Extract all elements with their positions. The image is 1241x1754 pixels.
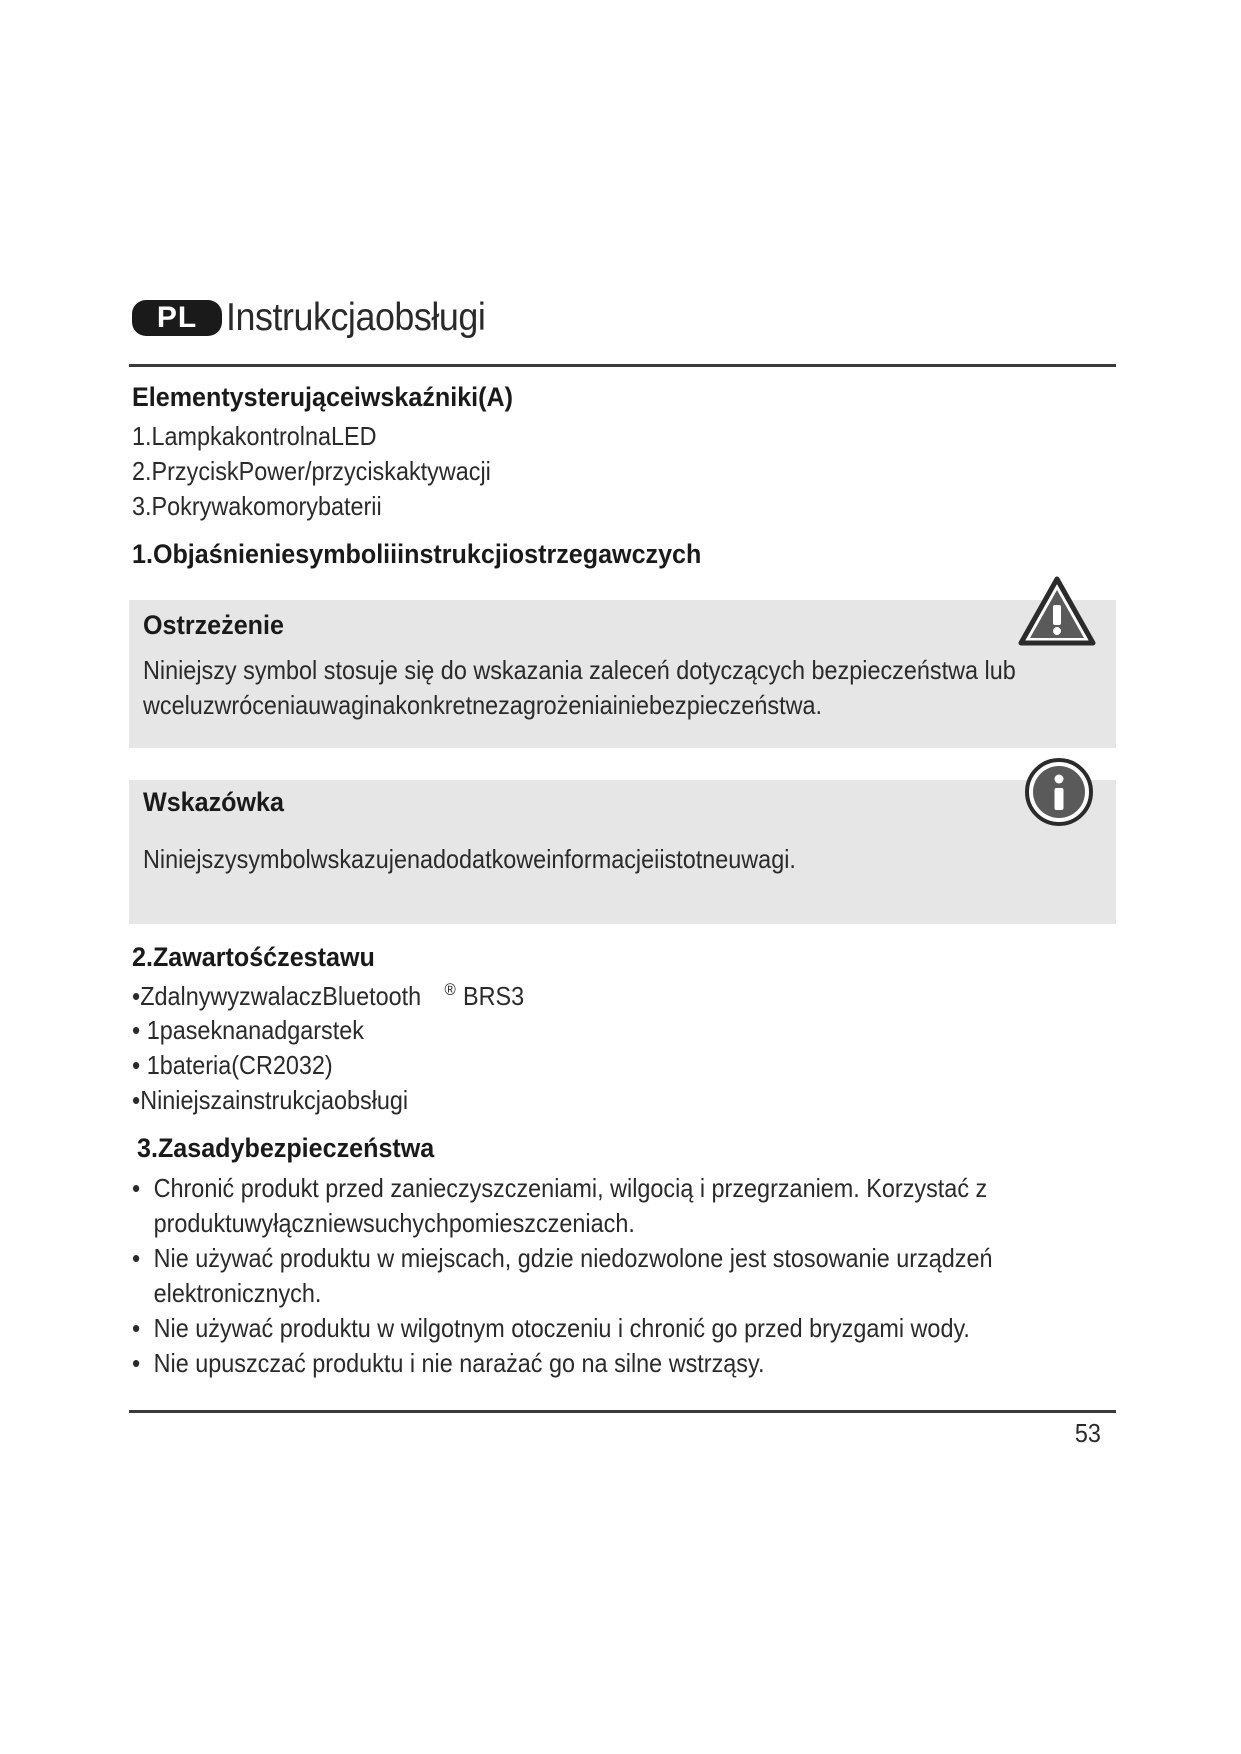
info-icon (1024, 757, 1094, 827)
safety-item: • Nie upuszczać produktu i nie narażać go na silne wstrząsy. (132, 1348, 765, 1378)
contents-item-battery: • 1bateria(CR2032) (132, 1050, 333, 1080)
warning-title: Ostrzeżenie (143, 610, 284, 640)
controls-item-power: 2.PrzyciskPower/przyciskaktywacji (132, 456, 491, 486)
warning-text-line-2: wceluzwróceniauwaginakonkretnezagrożeniainiebezpieczeństwa. (143, 690, 823, 720)
language-badge: PL (132, 300, 222, 336)
page-title: Instrukcjaobsługi (226, 296, 486, 339)
hint-title: Wskazówka (143, 787, 284, 817)
page-header (132, 296, 508, 340)
warning-text-line-1: Niniejszy symbol stosuje się do wskazania zaleceń dotyczących bezpieczeństwa lub (143, 655, 1016, 685)
safety-item: • Chronić produkt przed zanieczyszczeniami, wilgocią i przegrzaniem. Korzystać z produktuwyłączniewsuchychpomieszczeniach. (132, 1173, 988, 1238)
controls-item-battery-cover: 3.Pokrywakomorybaterii (132, 491, 382, 521)
page-number: 53 (1074, 1418, 1101, 1448)
safety-item: • Nie używać produktu w miejscach, gdzie niedozwolone jest stosowanie urządzeń elektronicznych. (132, 1243, 993, 1308)
controls-item-led: 1.LampkakontrolnaLED (132, 421, 377, 451)
safety-item: • Nie używać produktu w wilgotnym otoczeniu i chronić go przed bryzgami wody. (132, 1313, 970, 1343)
registered-mark: ® (444, 980, 456, 999)
bottom-divider (129, 1410, 1116, 1413)
safety-heading: 3.Zasadybezpieczeństwa (137, 1133, 435, 1163)
contents-item-wrist-strap: • 1paseknanadgarstek (132, 1015, 364, 1045)
warning-box (129, 600, 1116, 748)
contents-heading: 2.Zawartośćzestawu (132, 942, 375, 972)
contents-item-remote: •ZdalnywyzwalaczBluetooth ® BRS3 (132, 980, 525, 1011)
symbols-heading: 1.Objaśnieniesymboliiinstrukcjiostrzegawczych (132, 539, 702, 569)
hint-box (129, 780, 1116, 924)
hint-text: Niniejszysymbolwskazujenadodatkoweinformacjeiistotneuwagi. (143, 844, 796, 874)
warning-triangle-icon (1018, 575, 1096, 647)
top-divider (129, 364, 1116, 367)
contents-item-manual: •Niniejszainstrukcjaobsługi (132, 1085, 409, 1115)
controls-heading: Elementysterująceiwskaźniki(A) (132, 382, 513, 412)
